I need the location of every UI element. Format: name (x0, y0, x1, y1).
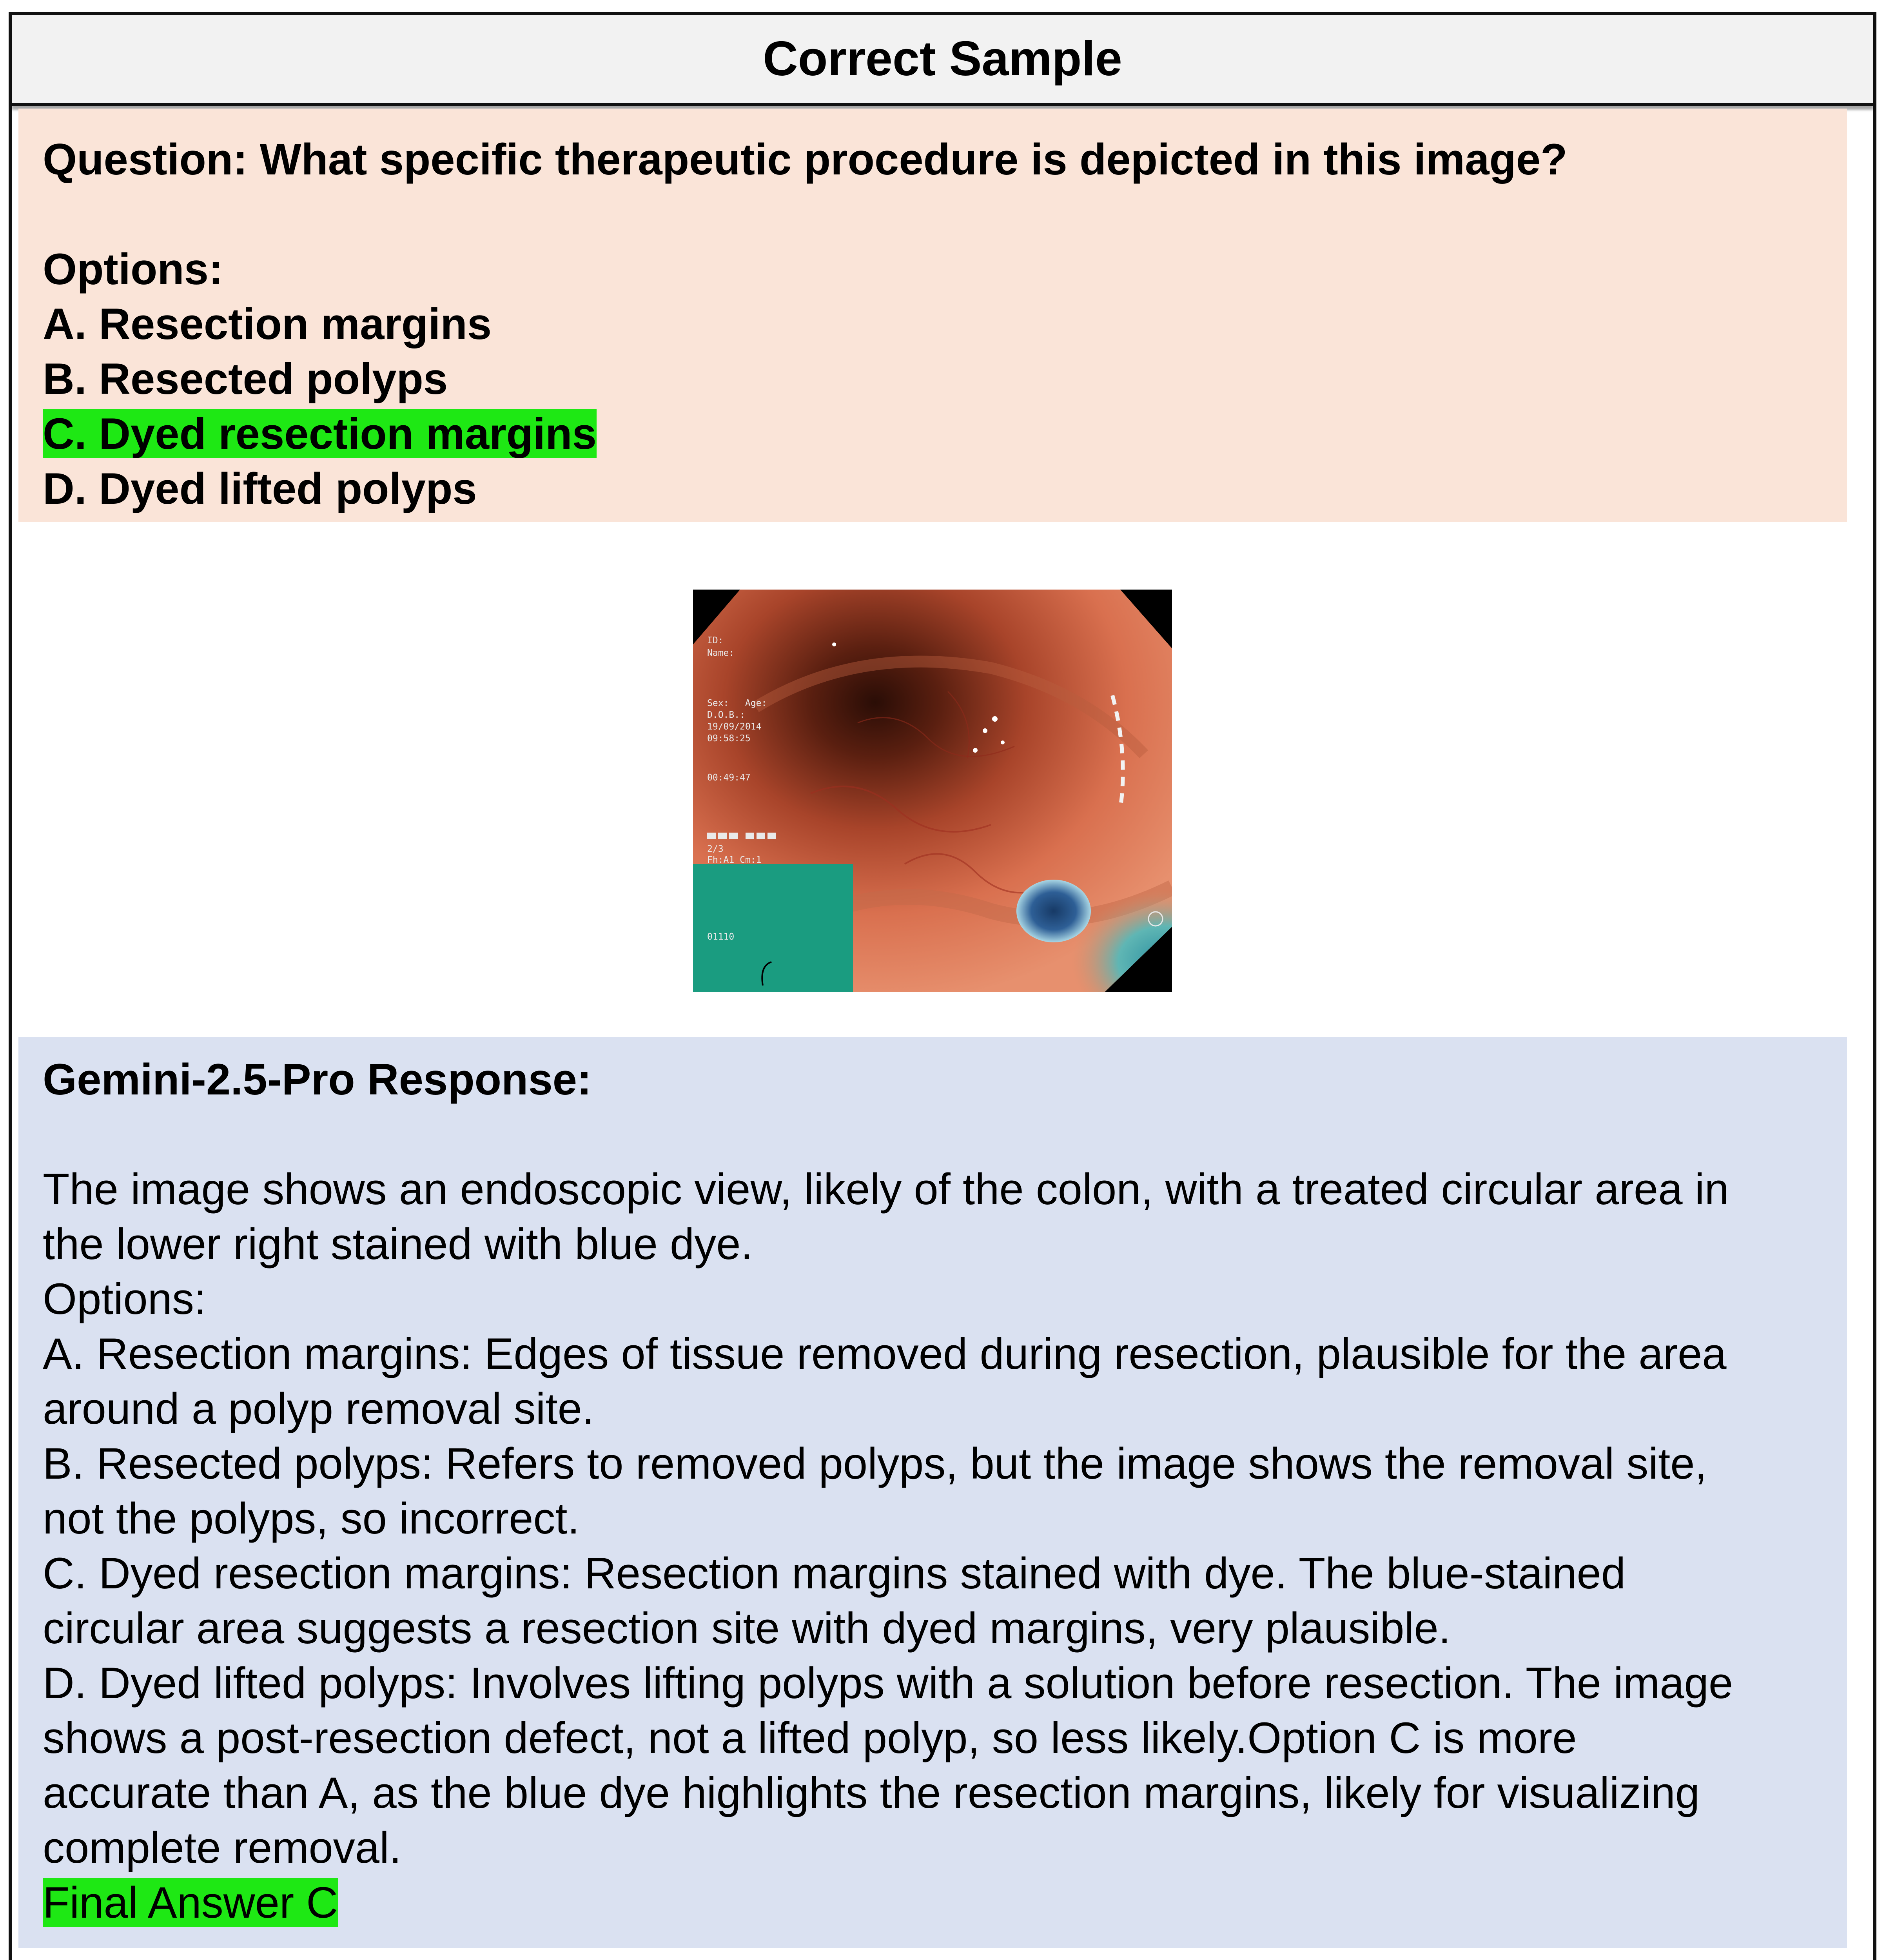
overlay-elapsed: 00:49:47 (707, 773, 751, 783)
spacer (43, 187, 1823, 242)
response-panel (18, 1037, 1847, 1948)
overlay-counter: 2/3 (707, 844, 724, 854)
final-answer-highlighted: Final Answer C (43, 1878, 338, 1927)
overlay-id: ID: (707, 635, 724, 646)
question-panel (18, 109, 1847, 522)
response-line: around a polyp removal site. (43, 1384, 594, 1433)
response-line: D. Dyed lifted polyps: Involves lifting polyps with a solution before resection. The image (43, 1659, 1733, 1708)
response-line: A. Resection margins: Edges of tissue removed during resection, plausible for the area (43, 1329, 1727, 1378)
response-line: Options: (43, 1274, 207, 1323)
option-b-label: B. Resected polyps (43, 354, 448, 403)
response-line: complete removal. (43, 1823, 402, 1872)
option-b (43, 352, 1823, 407)
overlay-name: Name: (707, 648, 735, 658)
final-answer-row (43, 1875, 1823, 1930)
option-a-label: A. Resection margins (43, 299, 492, 348)
endoscopy-image (693, 590, 1172, 992)
overlay-sex-age: Sex: Age: (707, 698, 767, 708)
overlay-date: 19/09/2014 (707, 722, 762, 732)
response-line: C. Dyed resection margins: Resection margins stained with dye. The blue-stained (43, 1549, 1626, 1598)
options-header: Options: (43, 245, 223, 294)
question-text: Question: What specific therapeutic procedure is depicted in this image? (43, 135, 1568, 184)
response-line: The image shows an endoscopic view, likely of the colon, with a treated circular area in (43, 1165, 1729, 1214)
response-line: not the polyps, so incorrect. (43, 1494, 580, 1543)
overlay-dob: D.O.B.: (707, 710, 745, 720)
response-line: B. Resected polyps: Refers to removed polyps, but the image shows the removal site, (43, 1439, 1707, 1488)
overlay-fh: Fh:A1 Cm:1 (707, 855, 762, 865)
response-line: circular area suggests a resection site with dyed margins, very plausible. (43, 1604, 1451, 1653)
title-bar (12, 15, 1873, 106)
response-line: the lower right stained with blue dye. (43, 1220, 753, 1269)
overlay-code: 01110 (707, 932, 735, 942)
response-line: accurate than A, as the blue dye highlights the resection margins, likely for visualizing (43, 1768, 1700, 1817)
overlay-time: 09:58:25 (707, 733, 751, 744)
endoscopy-illustration (693, 590, 1172, 992)
option-d (43, 461, 1823, 516)
option-c-label-highlighted: C. Dyed resection margins (43, 409, 597, 458)
option-a (43, 297, 1823, 352)
response-header: Gemini-2.5-Pro Response: (43, 1055, 592, 1104)
card-title: Correct Sample (763, 32, 1122, 86)
spacer (43, 1107, 1823, 1162)
option-d-label: D. Dyed lifted polyps (43, 464, 477, 513)
option-c-correct (43, 407, 1823, 461)
response-line: shows a post-resection defect, not a lifted polyp, so less likely.Option C is more (43, 1713, 1577, 1762)
